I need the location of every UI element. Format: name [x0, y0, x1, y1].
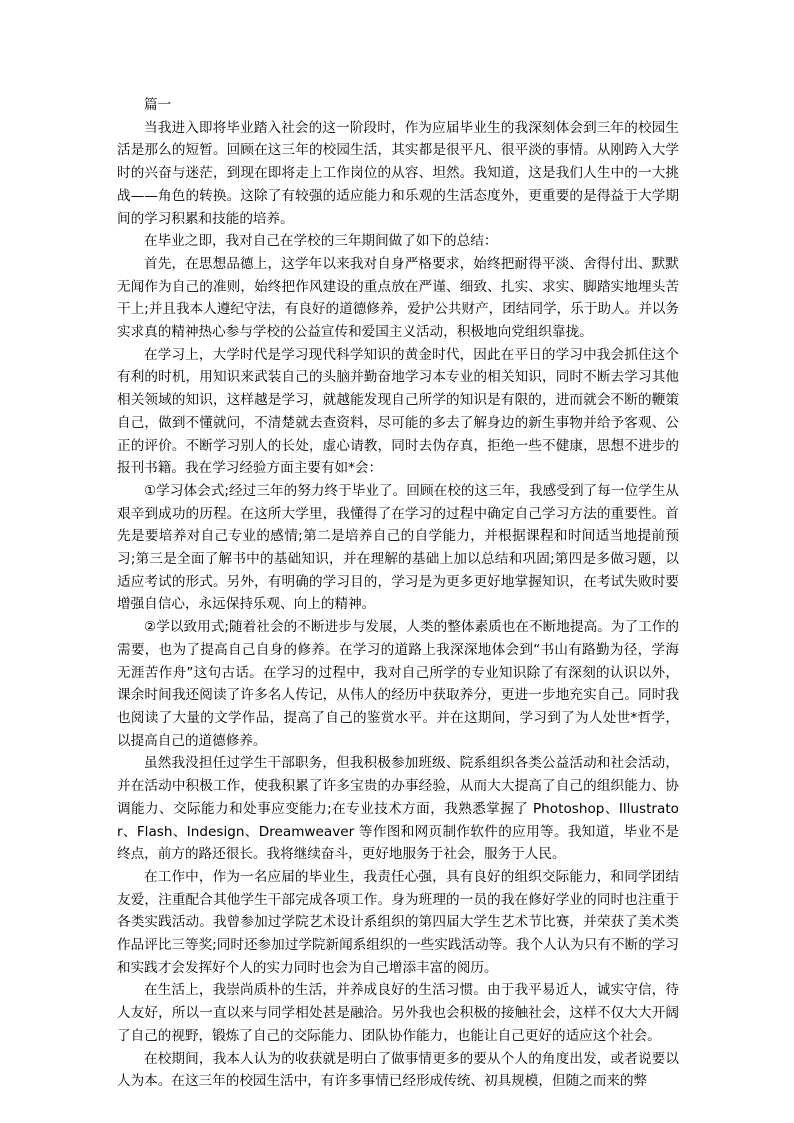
section-heading: 篇一: [144, 97, 172, 113]
paragraph-campus: 在校期间，我本人认为的收获就是明白了做事情更多的要从个人的角度出发，或者说要以人为本。在这三年的校园生活中，有许多事情已经形成传统、初具规模，但随之而来的弊: [117, 1050, 679, 1090]
paragraph-study-apply: ②学以致用式;随着社会的不断进步与发展，人类的整体素质也在不断地提高。为了工作的需要，也为了提高自己自身的修养。在学习的道路上我深深地体会到“书山有路勤为径，学海无涯苦作舟”这句古话。在学习的过程中，我对自己所学的专业知识除了有深刻的认识以外，课余时间我还阅读了许多名人传记，从伟人的经历中获取养分，更进一步地充实自己。同时我也阅读了大量的文学作品，提高了自己的鉴赏水平。并在这期间，学习到了为人处世*哲学，以提高自己的道德修养。: [117, 619, 679, 749]
paragraph-study: 在学习上，大学时代是学习现代科学知识的黄金时代，因此在平日的学习中我会抓住这个有利的时机，用知识来武装自己的头脑并勤奋地学习本专业的相关知识，同时不断去学习其他相关领域的知识，这样越是学习，就越能发现自己所学的知识是有限的，进而就会不断的鞭策自己，做到不懂就问，不清楚就去查资料，尽可能的多去了解身边的新生事物并给予客观、公正的评价。不断学习别人的长处，虚心请教，同时去伪存真，拒绝一些不健康，思想不进步的报刊书籍。我在学习经验方面主要有如*会：: [117, 346, 679, 477]
paragraph-activities: 虽然我没担任过学生干部职务，但我积极参加班级、院系组织各类公益活动和社会活动，并在活动中积极工作，使我积累了许多宝贵的办事经验，从而大大提高了自己的组织能力、协调能力、交际能力和处事应变能力;在专业技术方面，我熟悉掌握了 Photoshop、Illustrator、Flash、Indesign、Dreamweaver 等作图和网页制作软件的应用等。我知道，毕业不是终点，前方的路还很长。我将继续奋斗，更好地服务于社会，服务于人民。: [117, 755, 679, 863]
paragraph-summary-lead: 在毕业之即，我对自己在学校的三年期间做了如下的总结：: [144, 233, 498, 250]
paragraph-intro: 当我进入即将毕业踏入社会的这一阶段时，作为应届毕业生的我深刻体会到三年的校园生活是那么的短暂。回顾在这三年的校园生活，其实都是很平凡、很平淡的事情。从刚跨入大学时的兴奋与迷茫，到现在即将走上工作岗位的从容、坦然。我知道，这是我们人生中的一大挑战——角色的转换。这除了有较强的适应能力和乐观的生活态度外，更重要的是得益于大学期间的学习积累和技能的培养。: [117, 119, 679, 227]
paragraph-study-method: ①学习体会式;经过三年的努力终于毕业了。回顾在校的这三年，我感受到了每一位学生从艰辛到成功的历程。在这所大学里，我懂得了在学习的过程中确定自己学习方法的重要性。首先是要培养对自己专业的感情;第二是培养自己的自学能力，并根据课程和时间适当地提前预习;第三是全面了解书中的基础知识，并在理解的基础上加以总结和巩固;第四是多做习题，以适应考试的形式。另外，有明确的学习目的，学习是为更多更好地掌握知识，在考试失败时要增强自信心，永远保持乐观、向上的精神。: [117, 482, 679, 613]
paragraph-life: 在生活上，我崇尚质朴的生活，并养成良好的生活习惯。由于我平易近人，诚实守信，待人友好，所以一直以来与同学相处甚是融洽。另外我也会积极的接触社会，这样不仅大大开阔了自己的视野，锻炼了自己的交际能力、团队协作能力，也能让自己更好的适应这个社会。: [117, 982, 679, 1044]
paragraph-work: 在工作中，作为一名应届的毕业生，我责任心强，具有良好的组织交际能力，和同学团结友爱，注重配合其他学生干部完成各项工作。身为班理的一员的我在修好学业的同时也注重于各类实践活动。我曾参加过学院艺术设计系组织的第四届大学生艺术节比赛，并荣获了美术类作品评比三等奖;同时还参加过学院新闻系组织的一些实践活动等。我个人认为只有不断的学习和实践才会发挥好个人的实力同时也会为自己增添丰富的阅历。: [117, 868, 679, 976]
document-body: [117, 94, 679, 1093]
paragraph-moral: 首先，在思想品德上，这学年以来我对自身严格要求，始终把耐得平淡、舍得付出、默默无闻作为自己的准则，始终把作风建设的重点放在严谨、细致、扎实、求实、脚踏实地埋头苦干上;并且我本人遵纪守法，有良好的道德修养，爱护公共财产，团结同学，乐于助人。并以务实求真的精神热心参与学校的公益宣传和爱国主义活动，积极地向党组织靠拢。: [117, 255, 679, 341]
